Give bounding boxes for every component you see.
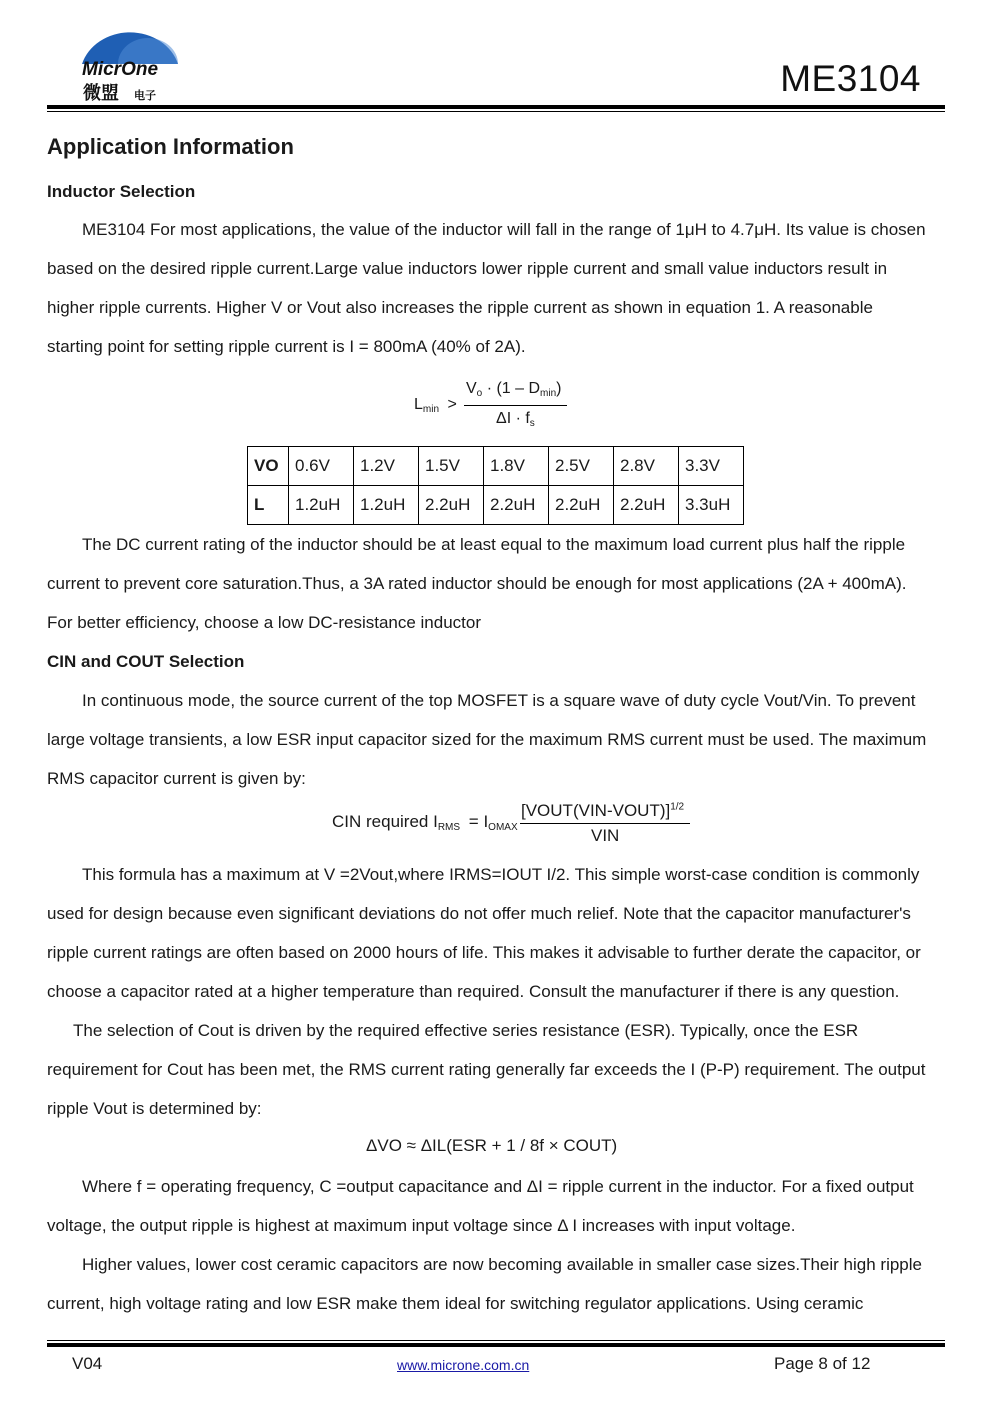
header-rule-thin <box>47 111 945 112</box>
table-cell: 2.2uH <box>419 486 484 525</box>
paragraph-line: based on the desired ripple current.Large value inductors lower ripple current and small value inductors result in <box>47 259 888 278</box>
table-header-l: L <box>248 486 289 525</box>
paragraph-line: large voltage transients, a low ESR input capacitor sized for the maximum RMS current must be used. The maximum <box>47 730 927 749</box>
cin-paragraph-5 <box>47 1245 945 1323</box>
table-cell: 2.2uH <box>549 486 614 525</box>
table-cell: 2.2uH <box>484 486 549 525</box>
company-logo <box>78 12 188 104</box>
inductor-paragraph-2 <box>47 525 945 642</box>
paragraph-line: starting point for setting ripple current is I = 800mA (40% of 2A). <box>47 337 526 356</box>
paragraph-line: In continuous mode, the source current of the top MOSFET is a square wave of duty cycle Vout/Vin. To prevent <box>82 691 916 710</box>
paragraph-line: Where f = operating frequency, C =output capacitance and ΔI = ripple current in the inductor. For a fixed output <box>82 1177 914 1196</box>
header-rule-thick <box>47 105 945 109</box>
table-cell: 3.3V <box>679 447 744 486</box>
formula-denominator: $\Delta I \cdot f_s$ <box>496 410 535 429</box>
table-cell: 2.8V <box>614 447 679 486</box>
cin-cout-heading: CIN and COUT Selection <box>47 652 245 671</box>
logo-text-cn: 微盟 <box>83 83 119 104</box>
paragraph-line: current to prevent core saturation.Thus, a 3A rated inductor should be enough for most applications (2A + 400mA). <box>47 574 907 593</box>
paragraph-line: The DC current rating of the inductor should be at least equal to the maximum load current plus half the ripple <box>82 535 906 554</box>
inductor-paragraph-1 <box>47 210 945 366</box>
paragraph-line: used for design because even significant deviations do not offer much relief. Note that the capacitor manufacturer's <box>47 904 911 923</box>
inductor-formula: $L_{min}$ > $V_o \cdot (1 - D_{min})$ $\Delta I \cdot f_s$ <box>414 380 574 432</box>
paragraph-line: current, high voltage rating and low ESR make them ideal for switching regulator applications. Using ceramic <box>47 1294 864 1313</box>
paragraph-line: voltage, the output ripple is highest at maximum input voltage since Δ I increases with input voltage. <box>47 1216 796 1235</box>
table-cell: 1.5V <box>419 447 484 486</box>
paragraph-line: ripple current ratings are often based on 2000 hours of life. This makes it advisable to further derate the capacitor, or <box>47 943 921 962</box>
paragraph-line: RMS capacitor current is given by: <box>47 769 306 788</box>
footer-website-link[interactable]: www.microne.com.cn <box>397 1357 530 1373</box>
footer-version: V04 <box>72 1354 103 1373</box>
ripple-formula: ΔVO ≈ ΔIL(ESR + 1 / 8f × COUT) <box>366 1136 618 1155</box>
table-cell: 0.6V <box>289 447 354 486</box>
fraction-bar <box>464 405 567 406</box>
paragraph-line: For better efficiency, choose a low DC-resistance inductor <box>47 613 482 632</box>
table-cell: 1.2uH <box>354 486 419 525</box>
formula-numerator: [VOUT(VIN-VOUT)]$^{1/2}$ <box>521 801 685 820</box>
paragraph-line: higher ripple currents. Higher V or Vout also increases the ripple current as shown in equation 1. A reasonable <box>47 298 873 317</box>
footer-page-number: Page 8 of 12 <box>774 1354 871 1373</box>
paragraph-line: choose a capacitor rated at a higher temperature than required. Consult the manufacturer if there is any question. <box>47 982 900 1001</box>
table-cell: 1.2V <box>354 447 419 486</box>
paragraph-line: The selection of Cout is driven by the required effective series resistance (ESR). Typically, once the ESR <box>73 1021 859 1040</box>
paragraph-line: requirement for Cout has been met, the RMS current rating generally far exceeds the I (P-P) requirement. The output <box>47 1060 926 1079</box>
table-cell: 1.8V <box>484 447 549 486</box>
formula-denominator: VIN <box>591 826 620 845</box>
paragraph-line: This formula has a maximum at V =2Vout,where IRMS=IOUT I/2. This simple worst-case condition is commonly <box>82 865 920 884</box>
footer-rule-thick <box>47 1343 945 1347</box>
cin-formula: CIN required $I_{RMS} = I_{OMAX}$ [VOUT(VIN-VOUT)]$^{1/2}$ VIN <box>332 798 702 848</box>
table-cell: 2.5V <box>549 447 614 486</box>
document-title: ME3104 <box>780 58 921 99</box>
paragraph-line: ME3104 For most applications, the value of the inductor will fall in the range of 1μH to 4.7μH. Its value is chosen <box>82 220 926 239</box>
table-header-vo: VO <box>248 447 289 486</box>
fraction-bar <box>520 823 690 824</box>
logo-text-cn-small: 电子 <box>134 89 156 102</box>
inductor-heading: Inductor Selection <box>47 182 196 201</box>
table-row-vo <box>248 447 744 486</box>
logo-text-en: MicrOne <box>82 59 159 80</box>
cin-paragraph-3 <box>47 1011 945 1128</box>
table-cell: 3.3uH <box>679 486 744 525</box>
section-title: Application Information <box>47 134 294 159</box>
cin-paragraph-2 <box>47 855 945 1011</box>
table-cell: 2.2uH <box>614 486 679 525</box>
table-cell: 1.2uH <box>289 486 354 525</box>
formula-numerator: $V_o \cdot (1 - D_{min})$ <box>466 380 562 399</box>
vo-inductor-table <box>247 446 744 525</box>
footer-rule-thin <box>47 1340 945 1341</box>
cin-paragraph-1 <box>47 681 945 798</box>
table-row-l <box>248 486 744 525</box>
cin-paragraph-4 <box>47 1167 945 1245</box>
paragraph-line: ripple Vout is determined by: <box>47 1099 262 1118</box>
paragraph-line: Higher values, lower cost ceramic capacitors are now becoming available in smaller case sizes.Their high ripple <box>82 1255 922 1274</box>
